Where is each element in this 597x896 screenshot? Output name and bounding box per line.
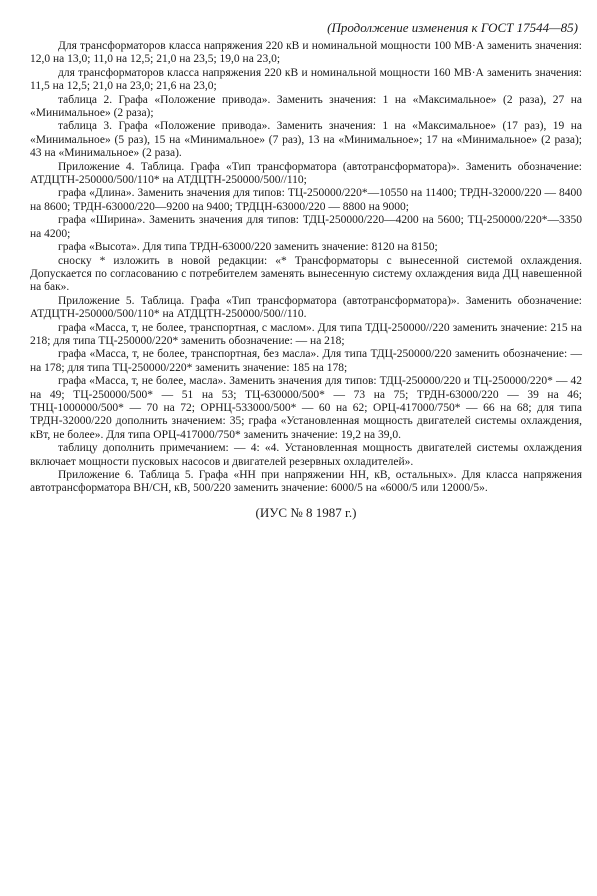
paragraph-10: Приложение 5. Таблица. Графа «Тип трансформатора (автотрансформатора)». Заменить обозначение: АТДЦТН-250000/500/110* на АТДЦТН-250000/500//110.	[30, 294, 582, 321]
paragraph-2: для трансформаторов класса напряжения 220 кВ и номинальной мощности 160 МВ·А заменить значения: 11,5 на 12,5; 21,0 на 23,0; 21,6 на 23,0;	[30, 66, 582, 93]
paragraph-9: сноску * изложить в новой редакции: «* Трансформаторы с вынесенной системой охлаждения. Допускается по согласованию с потребителем заменять вынесенную систему охлаждения вида ДЦ навешенной на бак».	[30, 254, 582, 294]
paragraph-7: графа «Ширина». Заменить значения для типов: ТДЦ-250000/220—4200 на 5600; ТЦ-250000/220*—3350 на 4200;	[30, 214, 582, 240]
paragraph-14: таблицу дополнить примечанием: — 4: «4. Установленная мощность двигателей системы охлаждения включает мощности пусковых насосов и двигателей резервных охладителей».	[30, 442, 582, 468]
paragraph-12: графа «Масса, т, не более, транспортная, без масла». Для типа ТДЦ-250000/220 заменить обозначение: — на 178; для типа ТЦ-250000/220* заменить значение: 185 на 178;	[30, 348, 582, 374]
document-page	[30, 20, 582, 519]
paragraph-15: Приложение 6. Таблица 5. Графа «НН при напряжении НН, кВ, остальных». Для класса напряжения автотрансформатора ВН/СН, кВ, 500/220 заменить значение: 6000/5 на «6000/5 или 12000/5».	[30, 469, 582, 495]
paragraph-11: графа «Масса, т, не более, транспортная, с маслом». Для типа ТДЦ-250000//220 заменить значение: 215 на 218; для типа ТЦ-250000/220* заменить обозначение: — на 218;	[30, 321, 582, 347]
paragraph-13: графа «Масса, т, не более, масла». Заменить значения для типов: ТДЦ-250000/220 и ТЦ-250000/220* — 42 на 49; ТЦ-250000/500* — 51 на 53; ТЦ-630000/500* — 73 на 75; ТРДН-63000/220 — 39 на 46; ТНЦ-1000000/500* — 70 на 72; ОРНЦ-533000/500* — 60 на 62; ОРЦ-417000/750* — 66 на 68; для типа ТРДН-32000/220 дополнить значением: 35; графа «Установленная мощность двигателей системы охлаждения, кВт, не более». Для типа ОРЦ-417000/750* заменить значение: 19,2 на 39,0.	[30, 375, 582, 441]
page-footer: (ИУС № 8 1987 г.)	[255, 504, 357, 520]
paragraph-6: графа «Длина». Заменить значения для типов: ТЦ-250000/220*—10550 на 11400; ТРДН-32000/220 — 8400 на 8600; ТРДН-63000/220—9200 на 9400; ТРДЦН-63000/220 — 8800 на 9000;	[30, 187, 582, 213]
paragraph-8: графа «Высота». Для типа ТРДН-63000/220 заменить значение: 8120 на 8150;	[58, 241, 438, 254]
paragraph-3: таблица 2. Графа «Положение привода». Заменить значения: 1 на «Максимальное» (2 раза), 27 на «Минимальное» (2 раза);	[30, 93, 582, 120]
paragraph-5: Приложение 4. Таблица. Графа «Тип трансформатора (автотрансформатора)». Заменить обозначение: АТДЦТН-250000/500/110* на АТДЦТН-250000/500//110;	[30, 160, 582, 187]
paragraph-1: Для трансформаторов класса напряжения 220 кВ и номинальной мощности 100 МВ·А заменить значения: 12,0 на 13,0; 11,0 на 12,5; 21,0 на 23,5; 19,0 на 23,0;	[30, 40, 582, 66]
page-header: (Продолжение изменения к ГОСТ 17544—85)	[327, 20, 578, 35]
paragraph-4: таблица 3. Графа «Положение привода». Заменить значения: 1 на «Максимальное» (17 раз), 19 на «Минимальное» (5 раз), 15 на «Минимальное» (7 раз), 13 на «Минимальное»; 17 на «Минимальное» (2 раза); 43 на «Минимальное» (2 раза).	[30, 120, 582, 160]
